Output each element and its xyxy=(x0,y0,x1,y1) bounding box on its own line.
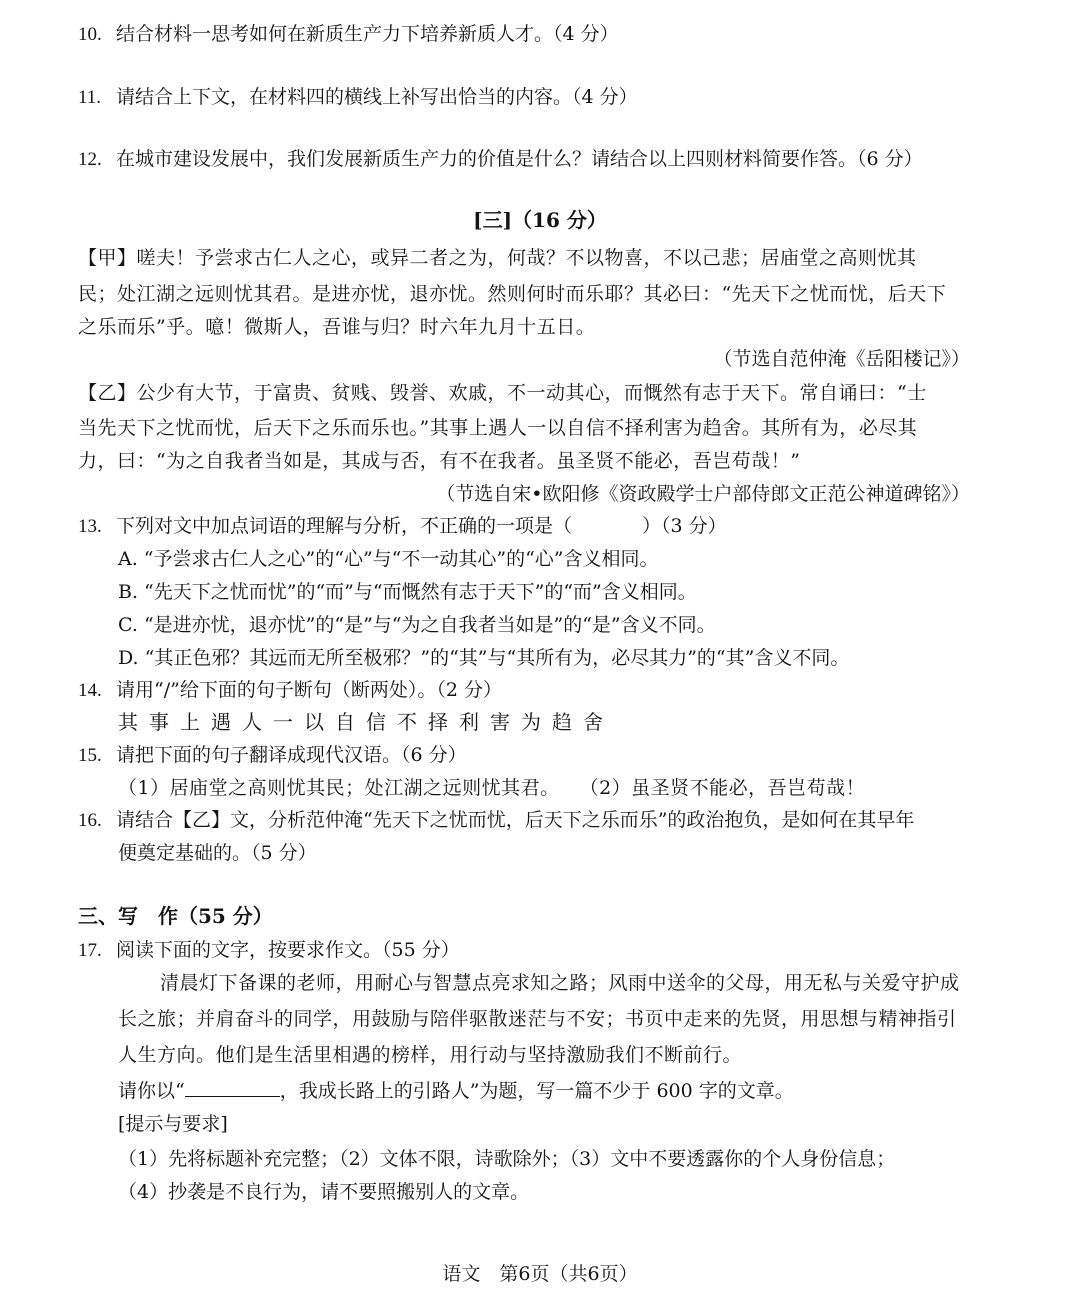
passage-jia-line-3: 之乐而乐”乎。噫！微斯人，吾谁与归？时六年九月十五日。 xyxy=(78,316,596,338)
option-b: B. “先天下之忧而忧”的“而”与“而慨然有志于天下”的“而”含义相同。 xyxy=(118,581,697,603)
question-17: 17. 阅读下面的文字，按要求作文。（55 分） xyxy=(78,939,460,961)
question-14: 14. 请用“/”给下面的句子断句（断两处）。（2 分） xyxy=(78,679,502,701)
essay-passage-line-3: 人生方向。他们是生活里相遇的榜样，用行动与坚持激励我们不断前行。 xyxy=(118,1044,743,1066)
title-blank[interactable] xyxy=(185,1078,280,1097)
question-16-line-2: 便奠定基础的。（5 分） xyxy=(118,842,317,864)
passage-yi-line-3: 力，曰：“为之自我者当如是，其成与否，有不在我者。虽圣贤不能必，吾岂苟哉！” xyxy=(78,450,801,472)
passage-jia-line-1: 【甲】嗟夫！予尝求古仁人之心，或异二者之为，何哉？不以物喜，不以己悲；居庙堂之高则忧其 xyxy=(78,247,917,269)
page-footer: 语文 第6页（共6页） xyxy=(442,1263,638,1285)
question-12: 12. 在城市建设发展中，我们发展新质生产力的价值是什么？请结合以上四则材料简要作答。（6 分） xyxy=(78,148,923,170)
passage-yi-line-2: 当先天下之忧而忧，后天下之乐而乐也。”其事上遇人一以自信不择利害为趋舍。其所有为，必尽其 xyxy=(78,417,918,439)
question-10: 10. 结合材料一思考如何在新质生产力下培养新质人才。（4 分） xyxy=(78,23,619,45)
option-d: D. “其正色邪？其远而无所至极邪？”的“其”与“其所有为，必尽其力”的“其”含义不同。 xyxy=(118,647,850,669)
section-3-header: [三]（16 分） xyxy=(473,208,607,232)
passage-jia-line-2: 民；处江湖之远则忧其君。是进亦忧，退亦忧。然则何时而乐耶？其必曰：“先天下之忧而忧，后天下 xyxy=(78,283,947,305)
passage-yi-line-1: 【乙】公少有大节，于富贵、贫贱、毁誉、欢戚，不一动其心，而慨然有志于天下。常自诵曰：“士 xyxy=(78,382,927,404)
essay-prompt: 请你以“ ，我成长路上的引路人”为题，写一篇不少于 600 字的文章。 xyxy=(118,1080,794,1102)
question-16: 16. 请结合【乙】文，分析范仲淹“先天下之忧而忧，后天下之乐而乐”的政治抱负，是如何在其早年 xyxy=(78,809,915,831)
requirement-line-1: （1）先将标题补充完整；（2）文体不限，诗歌除外；（3）文中不要透露你的个人身份信息； xyxy=(118,1148,896,1170)
essay-passage-line-2: 长之旅；并肩奋斗的同学，用鼓励与陪伴驱散迷茫与不安；书页中走来的先贤，用思想与精神指引 xyxy=(118,1008,957,1030)
option-c: C. “是进亦忧，退亦忧”的“是”与“为之自我者当如是”的“是”含义不同。 xyxy=(118,614,716,636)
translation-items: （1）居庙堂之高则忧其民；处江湖之远则忧其君。 （2）虽圣贤不能必，吾岂苟哉！ xyxy=(118,777,866,799)
question-11: 11. 请结合上下文，在材料四的横线上补写出恰当的内容。（4 分） xyxy=(78,86,638,108)
essay-passage-line-1: 清晨灯下备课的老师，用耐心与智慧点亮求知之路；风雨中送伞的父母，用无私与关爱守护成 xyxy=(160,972,960,994)
option-a: A. “予尝求古仁人之心”的“心”与“不一动其心”的“心”含义相同。 xyxy=(118,548,659,570)
requirements-title: [提示与要求] xyxy=(118,1113,228,1135)
passage-jia-source: （节选自范仲淹《岳阳楼记》） xyxy=(713,348,970,370)
question-15: 15. 请把下面的句子翻译成现代汉语。（6 分） xyxy=(78,744,467,766)
question-13: 13. 下列对文中加点词语的理解与分析，不正确的一项是（ ）（3 分） xyxy=(78,515,727,537)
sentence-to-punctuate: 其事上遇人一以自信不择利害为趋舍 xyxy=(118,710,614,734)
passage-yi-source: （节选自宋•欧阳修《资政殿学士户部侍郎文正范公神道碑铭》） xyxy=(436,483,970,505)
writing-section-header: 三、写 作（55 分） xyxy=(78,904,273,928)
requirement-line-2: （4）抄袭是不良行为，请不要照搬别人的文章。 xyxy=(118,1181,530,1203)
